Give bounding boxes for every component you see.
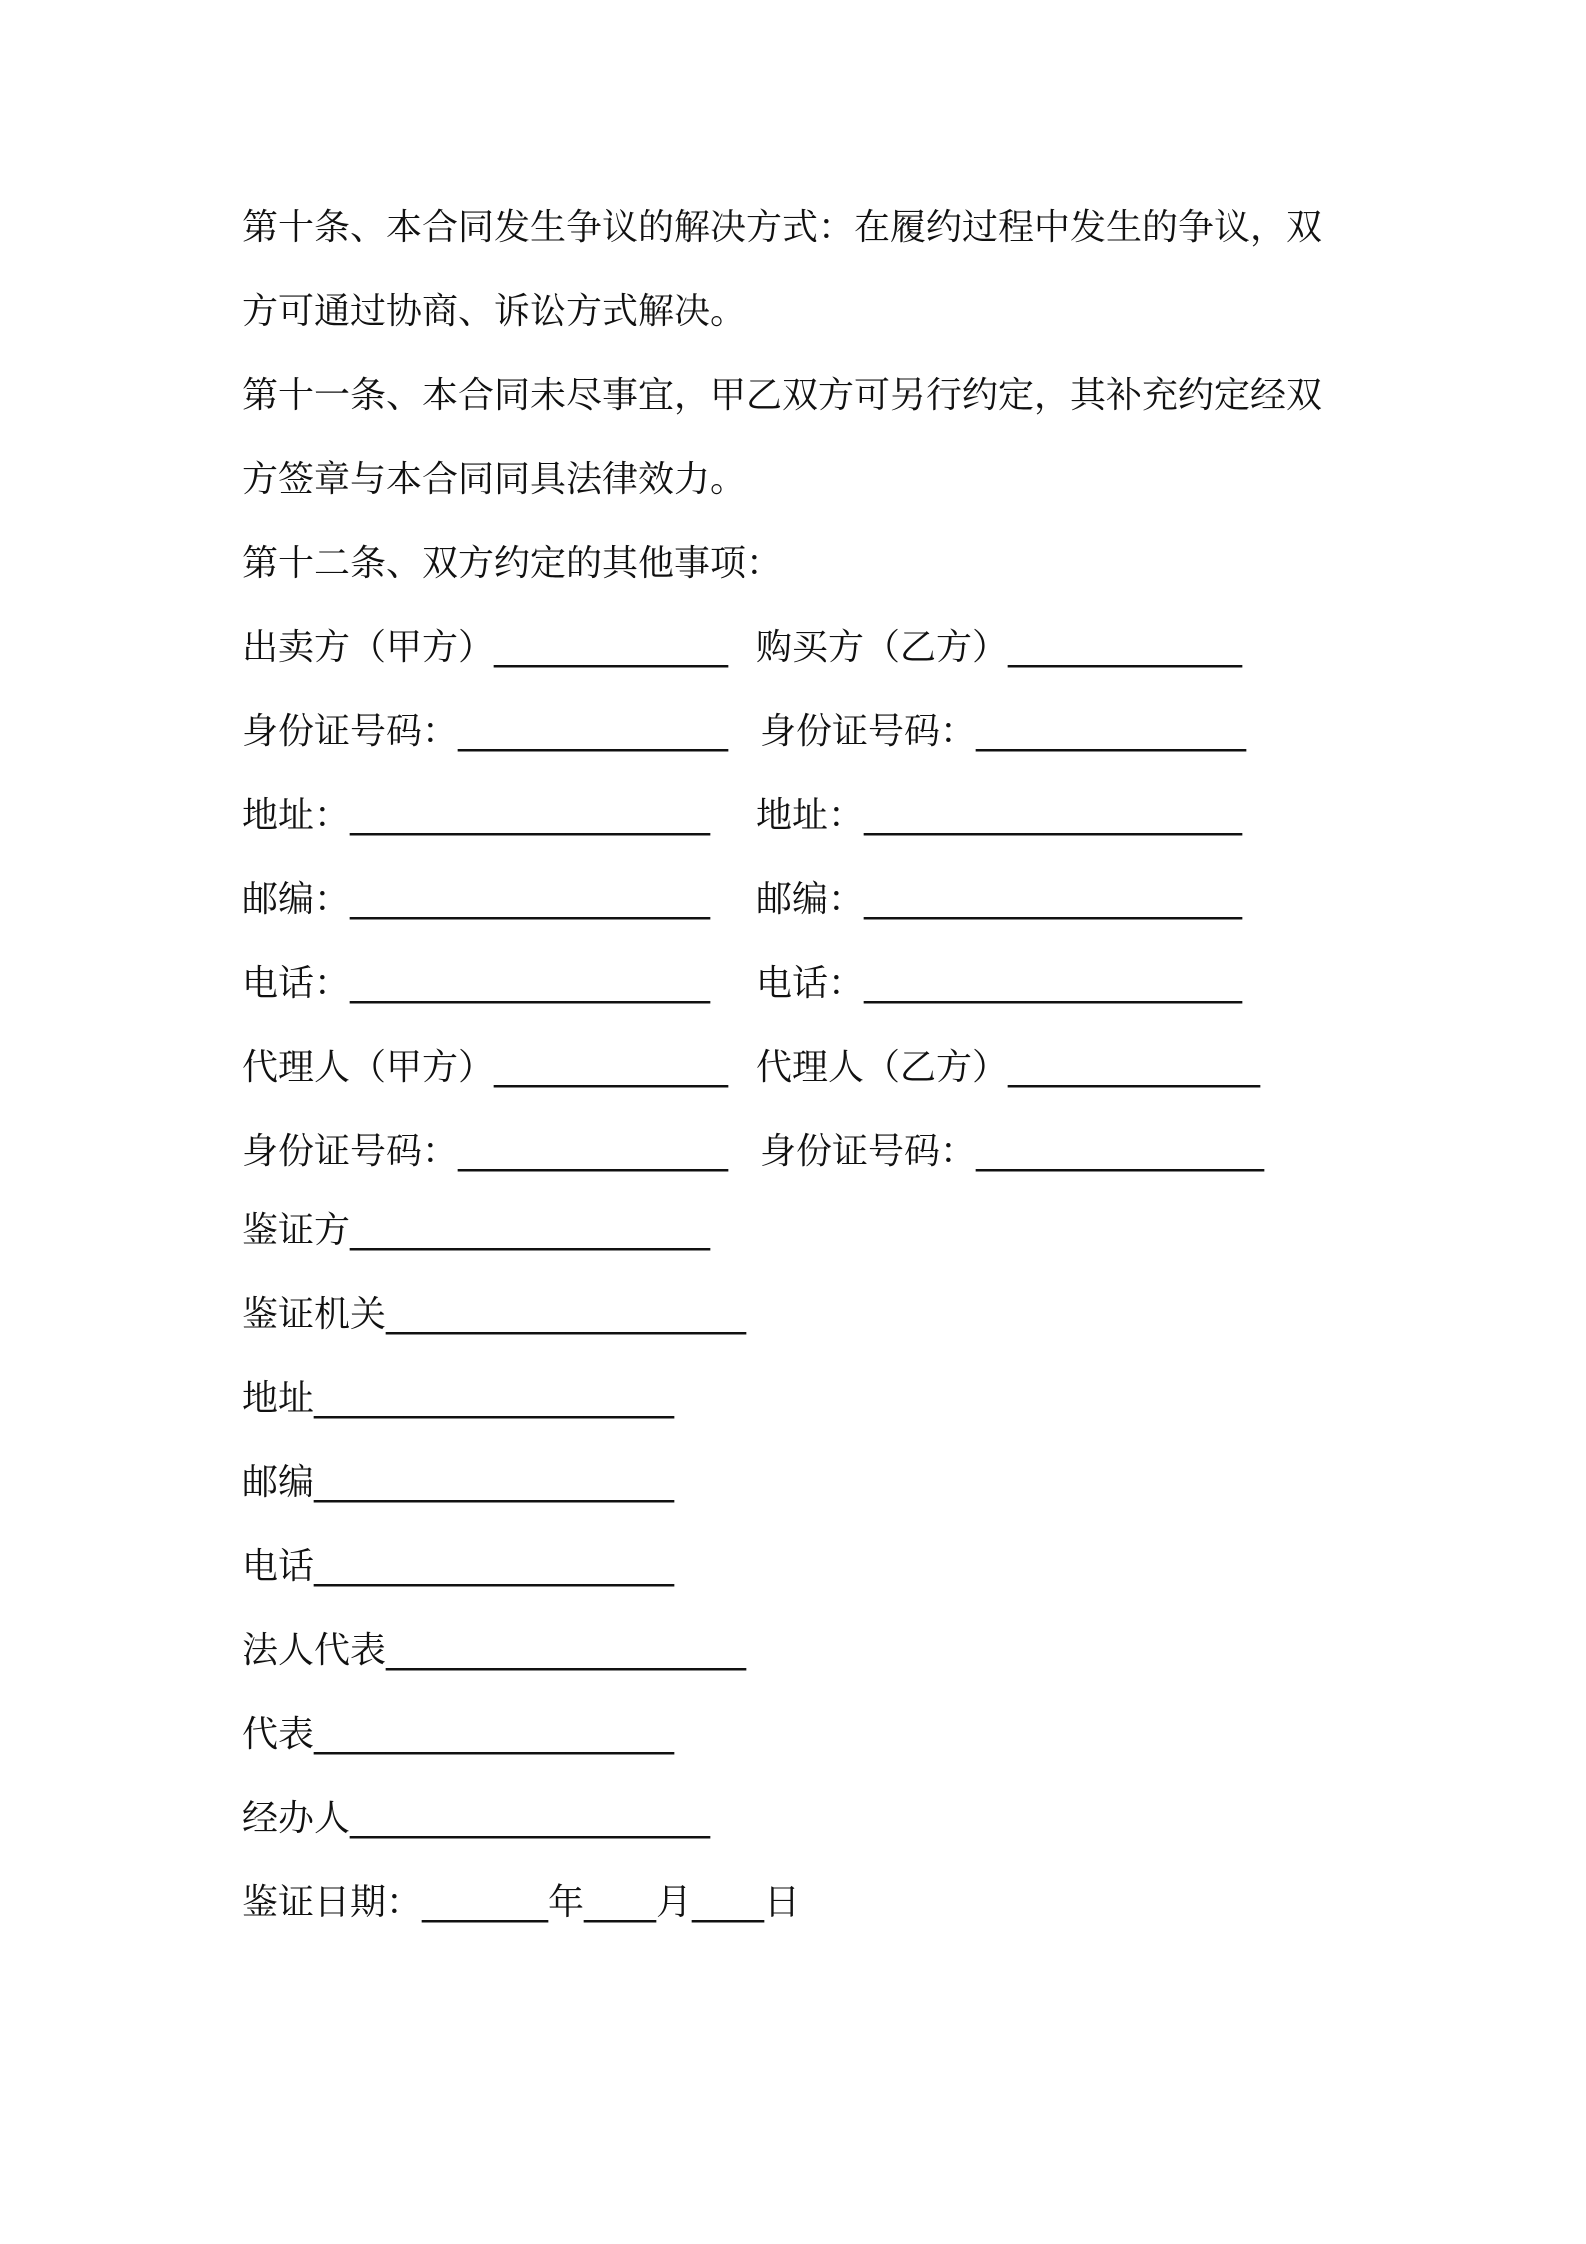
handler-field: 经办人____________________: [242, 1798, 711, 1839]
seller-buyer-row: [242, 620, 1242, 676]
clause-11-line-2: 方签章与本合同同具法律效力。: [242, 459, 747, 500]
clause-10-line-2: 方可通过协商、诉讼方式解决。: [242, 291, 747, 332]
notary-zip-field: 邮编____________________: [242, 1462, 675, 1503]
address-row: [242, 788, 1242, 844]
clause-11-line-1: 第十一条、本合同未尽事宜，甲乙双方可另行约定，其补充约定经双: [242, 375, 1323, 416]
seller-phone-field: 电话：____________________: [242, 963, 711, 1004]
zip-row: [242, 872, 1242, 928]
seller-id-field: 身份证号码：_______________: [242, 711, 729, 752]
buyer-agent-field: 代理人（乙方）______________: [756, 1047, 1261, 1088]
buyer-phone-field: 电话：_____________________: [756, 963, 1243, 1004]
buyer-zip-field: 邮编：_____________________: [756, 879, 1243, 920]
legal-representative-field: 法人代表____________________: [242, 1630, 747, 1671]
notary-date-field: 鉴证日期：_______年____月____日: [242, 1882, 801, 1923]
buyer-id-field: 身份证号码：_______________: [760, 711, 1247, 752]
representative-field: 代表____________________: [242, 1714, 675, 1755]
agent-row: [242, 1040, 1260, 1096]
buyer-agent-id-field: 身份证号码：________________: [760, 1131, 1265, 1172]
notary-phone-field: 电话____________________: [242, 1546, 675, 1587]
seller-field: 出卖方（甲方）_____________: [242, 627, 729, 668]
notary-party-field: 鉴证方____________________: [242, 1210, 711, 1251]
agent-id-row: [242, 1124, 1264, 1180]
seller-address-field: 地址：____________________: [242, 795, 711, 836]
buyer-field: 购买方（乙方）_____________: [756, 627, 1243, 668]
clause-12: 第十二条、双方约定的其他事项：: [242, 543, 783, 584]
phone-row: [242, 956, 1242, 1012]
notary-authority-field: 鉴证机关____________________: [242, 1294, 747, 1335]
seller-agent-id-field: 身份证号码：_______________: [242, 1131, 729, 1172]
buyer-address-field: 地址：_____________________: [756, 795, 1243, 836]
clause-10-line-1: 第十条、本合同发生争议的解决方式：在履约过程中发生的争议，双: [242, 207, 1323, 248]
seller-agent-field: 代理人（甲方）_____________: [242, 1047, 729, 1088]
seller-zip-field: 邮编：____________________: [242, 879, 711, 920]
id-number-row: [242, 704, 1246, 760]
notary-address-field: 地址____________________: [242, 1378, 675, 1419]
